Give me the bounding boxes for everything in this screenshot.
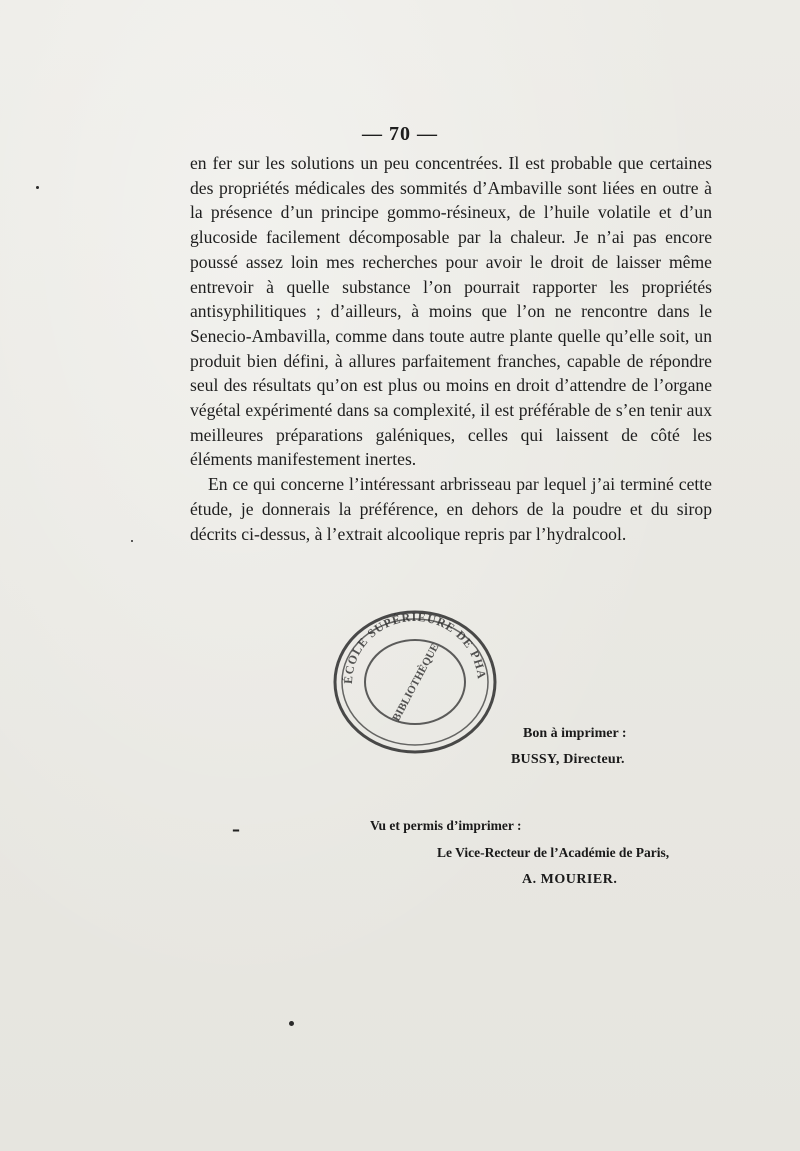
stamp-inner-text: BIBLIOTHÈQUE (390, 641, 442, 724)
library-stamp (330, 604, 500, 754)
stamp-seal-icon (330, 604, 500, 754)
ink-speck (131, 540, 133, 542)
bon-a-imprimer-label: Bon à imprimer : (523, 726, 627, 741)
vice-recteur-line: Le Vice-Recteur de l’Académie de Paris, (437, 845, 670, 860)
paragraph-1: en fer sur les solutions un peu concentrées. Il est probable que certaines des propriétés médicales des sommités d’Ambaville sont liées en outre à la présence d’un principe gommo-résineux, de l’huile volatile et d’un glucoside facilement décomposable par la chaleur. Je n’ai pas encore poussé assez loin mes recherches pour avoir le droit de laisser même entrevoir à quelle substance l’on pourrait rapporter les propriétés antisyphilitiques ; d’ailleurs, à moins que l’on ne rencontre dans le Senecio-Ambavilla, comme dans toute autre plante quelle qu’elle soit, un produit bien défini, à allures parfaitement franches, capable de répondre seul des résultats qu’on est plus ou moins en droit d’attendre de l’organe végétal expérimenté dans sa complexité, il est préférable de s’en tenir aux meilleures préparations galéniques, celles qui laissent de côté les éléments manifestement inertes. (190, 153, 712, 470)
page-number: — 70 — (362, 123, 438, 145)
ink-speck (36, 186, 39, 189)
body-text (190, 151, 712, 546)
svg-text:ÉCOLE SUPÉRIEURE DE PHARMACIE (330, 604, 489, 684)
ink-speck (289, 1021, 294, 1026)
margin-dash-mark: – (232, 820, 240, 839)
stamp-outer-text: ÉCOLE SUPÉRIEURE DE PHA (340, 609, 489, 685)
vu-et-permis-label: Vu et permis d’imprimer : (370, 818, 522, 833)
signatory-name: A. MOURIER. (522, 872, 618, 887)
director-signature: BUSSY, Directeur. (511, 752, 625, 767)
paragraph-2: En ce qui concerne l’intéressant arbrisseau par lequel j’ai terminé cette étude, je donnerais la préférence, en dehors de la poudre et du sirop décrits ci-dessus, à l’extrait alcoolique repris par l’hydralcool. (190, 474, 712, 544)
